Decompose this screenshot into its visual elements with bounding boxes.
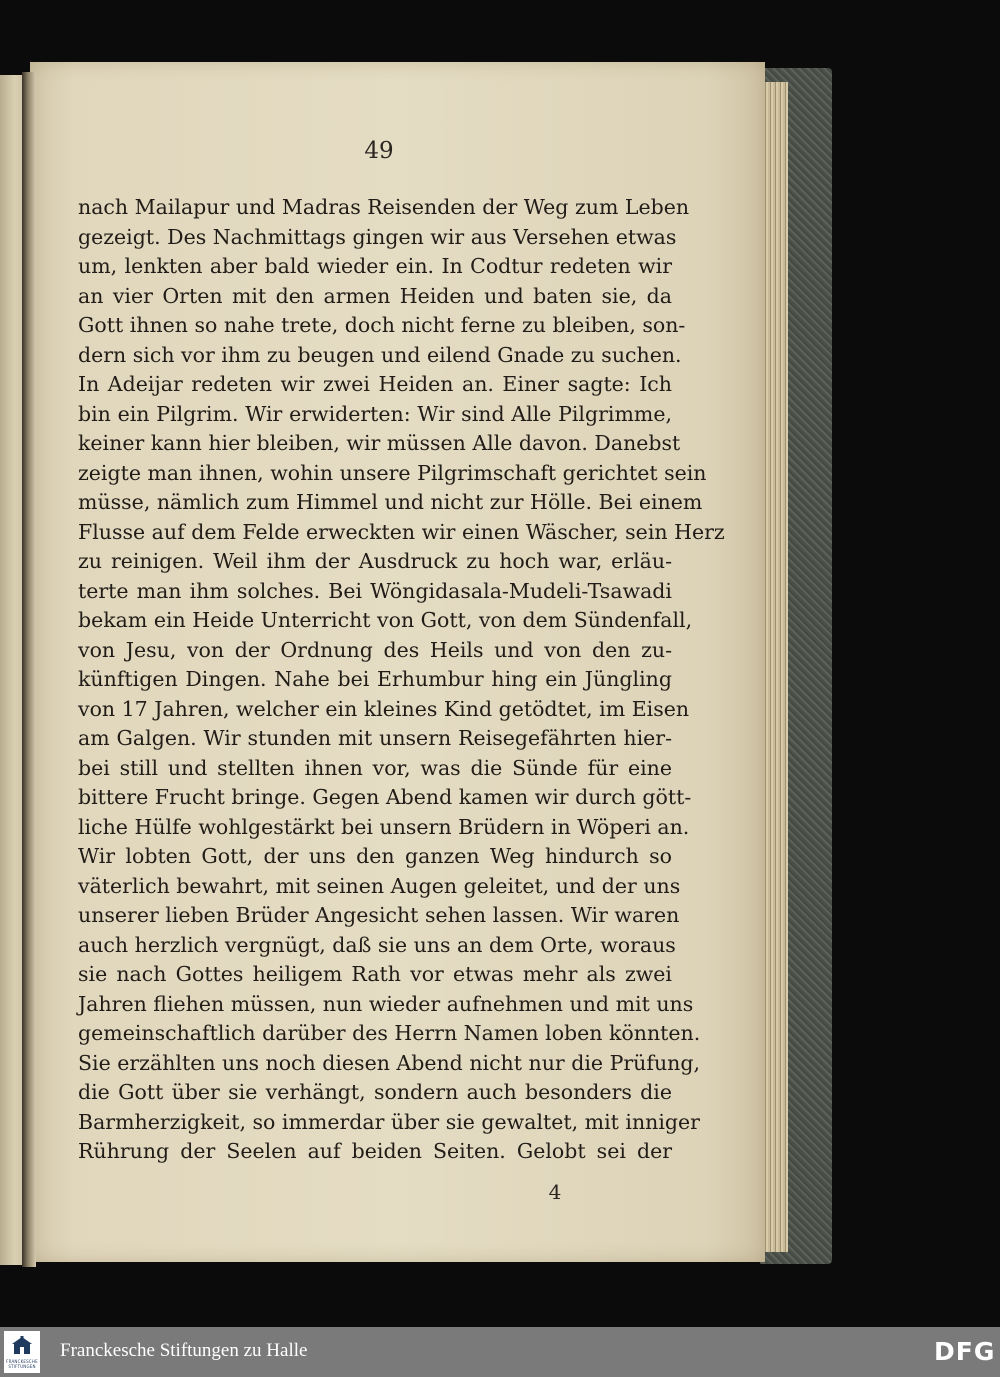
text-line: auch herzlich vergnügt, daß sie uns an dem Orte, woraus <box>78 932 676 957</box>
signature-mark: 4 <box>548 1180 562 1204</box>
text-line: In Adeijar redeten wir zwei Heiden an. Einer sagte: Ich <box>78 372 672 396</box>
institution-logo[interactable] <box>4 1331 40 1373</box>
text-line: Rührung der Seelen auf beiden Seiten. Gelobt sei der <box>78 1139 672 1163</box>
footer-institution-label[interactable]: Franckesche Stiftungen zu Halle <box>60 1340 308 1361</box>
left-page-edge <box>0 75 24 1265</box>
text-line: bin ein Pilgrim. Wir erwiderten: Wir sind Alle Pilgrimme, <box>78 401 672 426</box>
dfg-logo[interactable]: DFG <box>934 1337 996 1366</box>
text-line: terte man ihm solches. Bei Wöngidasala-Mudeli-Tsawadi <box>78 578 672 603</box>
text-line: künftigen Dingen. Nahe bei Erhumbur hing ein Jüngling <box>78 667 672 691</box>
text-line: Barmherzigkeit, so immerdar über sie gewaltet, mit inniger <box>78 1109 700 1134</box>
text-line: väterlich bewahrt, mit seinen Augen geleitet, und der uns <box>78 873 681 898</box>
text-line: Gott ihnen so nahe trete, doch nicht ferne zu bleiben, son- <box>78 313 686 337</box>
text-line: am Galgen. Wir stunden mit unsern Reisegefährten hier- <box>78 726 672 750</box>
logo-caption-line: STIFTUNGEN <box>8 1364 36 1369</box>
text-line: Wir lobten Gott, der uns den ganzen Weg hindurch so <box>78 844 672 868</box>
text-line: bittere Frucht bringe. Gegen Abend kamen wir durch gött- <box>78 785 692 809</box>
text-line: bei still und stellten ihnen vor, was die Sünde für eine <box>78 755 672 780</box>
text-line: Jahren fliehen müssen, nun wieder aufnehmen und mit uns <box>78 991 694 1016</box>
text-line: von 17 Jahren, welcher ein kleines Kind getödtet, im Eisen <box>78 696 690 721</box>
text-line: liche Hülfe wohlgestärkt bei unsern Brüdern in Wöperi an. <box>78 814 690 839</box>
text-line: nach Mailapur und Madras Reisenden der Weg zum Leben <box>78 195 690 219</box>
page-number: 49 <box>364 138 394 164</box>
text-line: bekam ein Heide Unterricht von Gott, von dem Sündenfall, <box>78 608 693 632</box>
text-line: keiner kann hier bleiben, wir müssen Alle davon. Danebst <box>78 431 681 455</box>
text-line: zu reinigen. Weil ihm der Ausdruck zu hoch war, erläu- <box>78 549 672 573</box>
text-line: dern sich vor ihm zu beugen und eilend Gnade zu suchen. <box>78 342 682 367</box>
page-gutter <box>22 72 36 1267</box>
text-line: sie nach Gottes heiligem Rath vor etwas mehr als zwei <box>78 962 672 986</box>
text-line: um, lenkten aber bald wieder ein. In Codtur redeten wir <box>78 254 672 278</box>
building-icon <box>12 1336 32 1354</box>
text-line: die Gott über sie verhängt, sondern auch besonders die <box>78 1080 672 1104</box>
text-line: gezeigt. Des Nachmittags gingen wir aus Versehen etwas <box>78 224 677 249</box>
page-body-text <box>78 193 725 1167</box>
text-line: gemeinschaftlich darüber des Herrn Namen loben könnten. <box>78 1021 701 1045</box>
logo-caption-line: FRANCKESCHE <box>6 1359 38 1364</box>
text-line: von Jesu, von der Ordnung des Heils und von den zu- <box>78 637 672 662</box>
text-line: zeigte man ihnen, wohin unsere Pilgrimschaft gerichtet sein <box>78 460 707 485</box>
text-line: Flusse auf dem Felde erweckten wir einen Wäscher, sein Herz <box>78 519 725 544</box>
text-line: Sie erzählten uns noch diesen Abend nicht nur die Prüfung, <box>78 1050 700 1075</box>
logo-caption <box>4 1359 40 1369</box>
text-line: müsse, nämlich zum Himmel und nicht zur Hölle. Bei einem <box>78 490 703 514</box>
text-line: unserer lieben Brüder Angesicht sehen lassen. Wir waren <box>78 903 680 927</box>
footer-bar <box>0 1327 1000 1377</box>
text-line: an vier Orten mit den armen Heiden und baten sie, da <box>78 283 672 308</box>
